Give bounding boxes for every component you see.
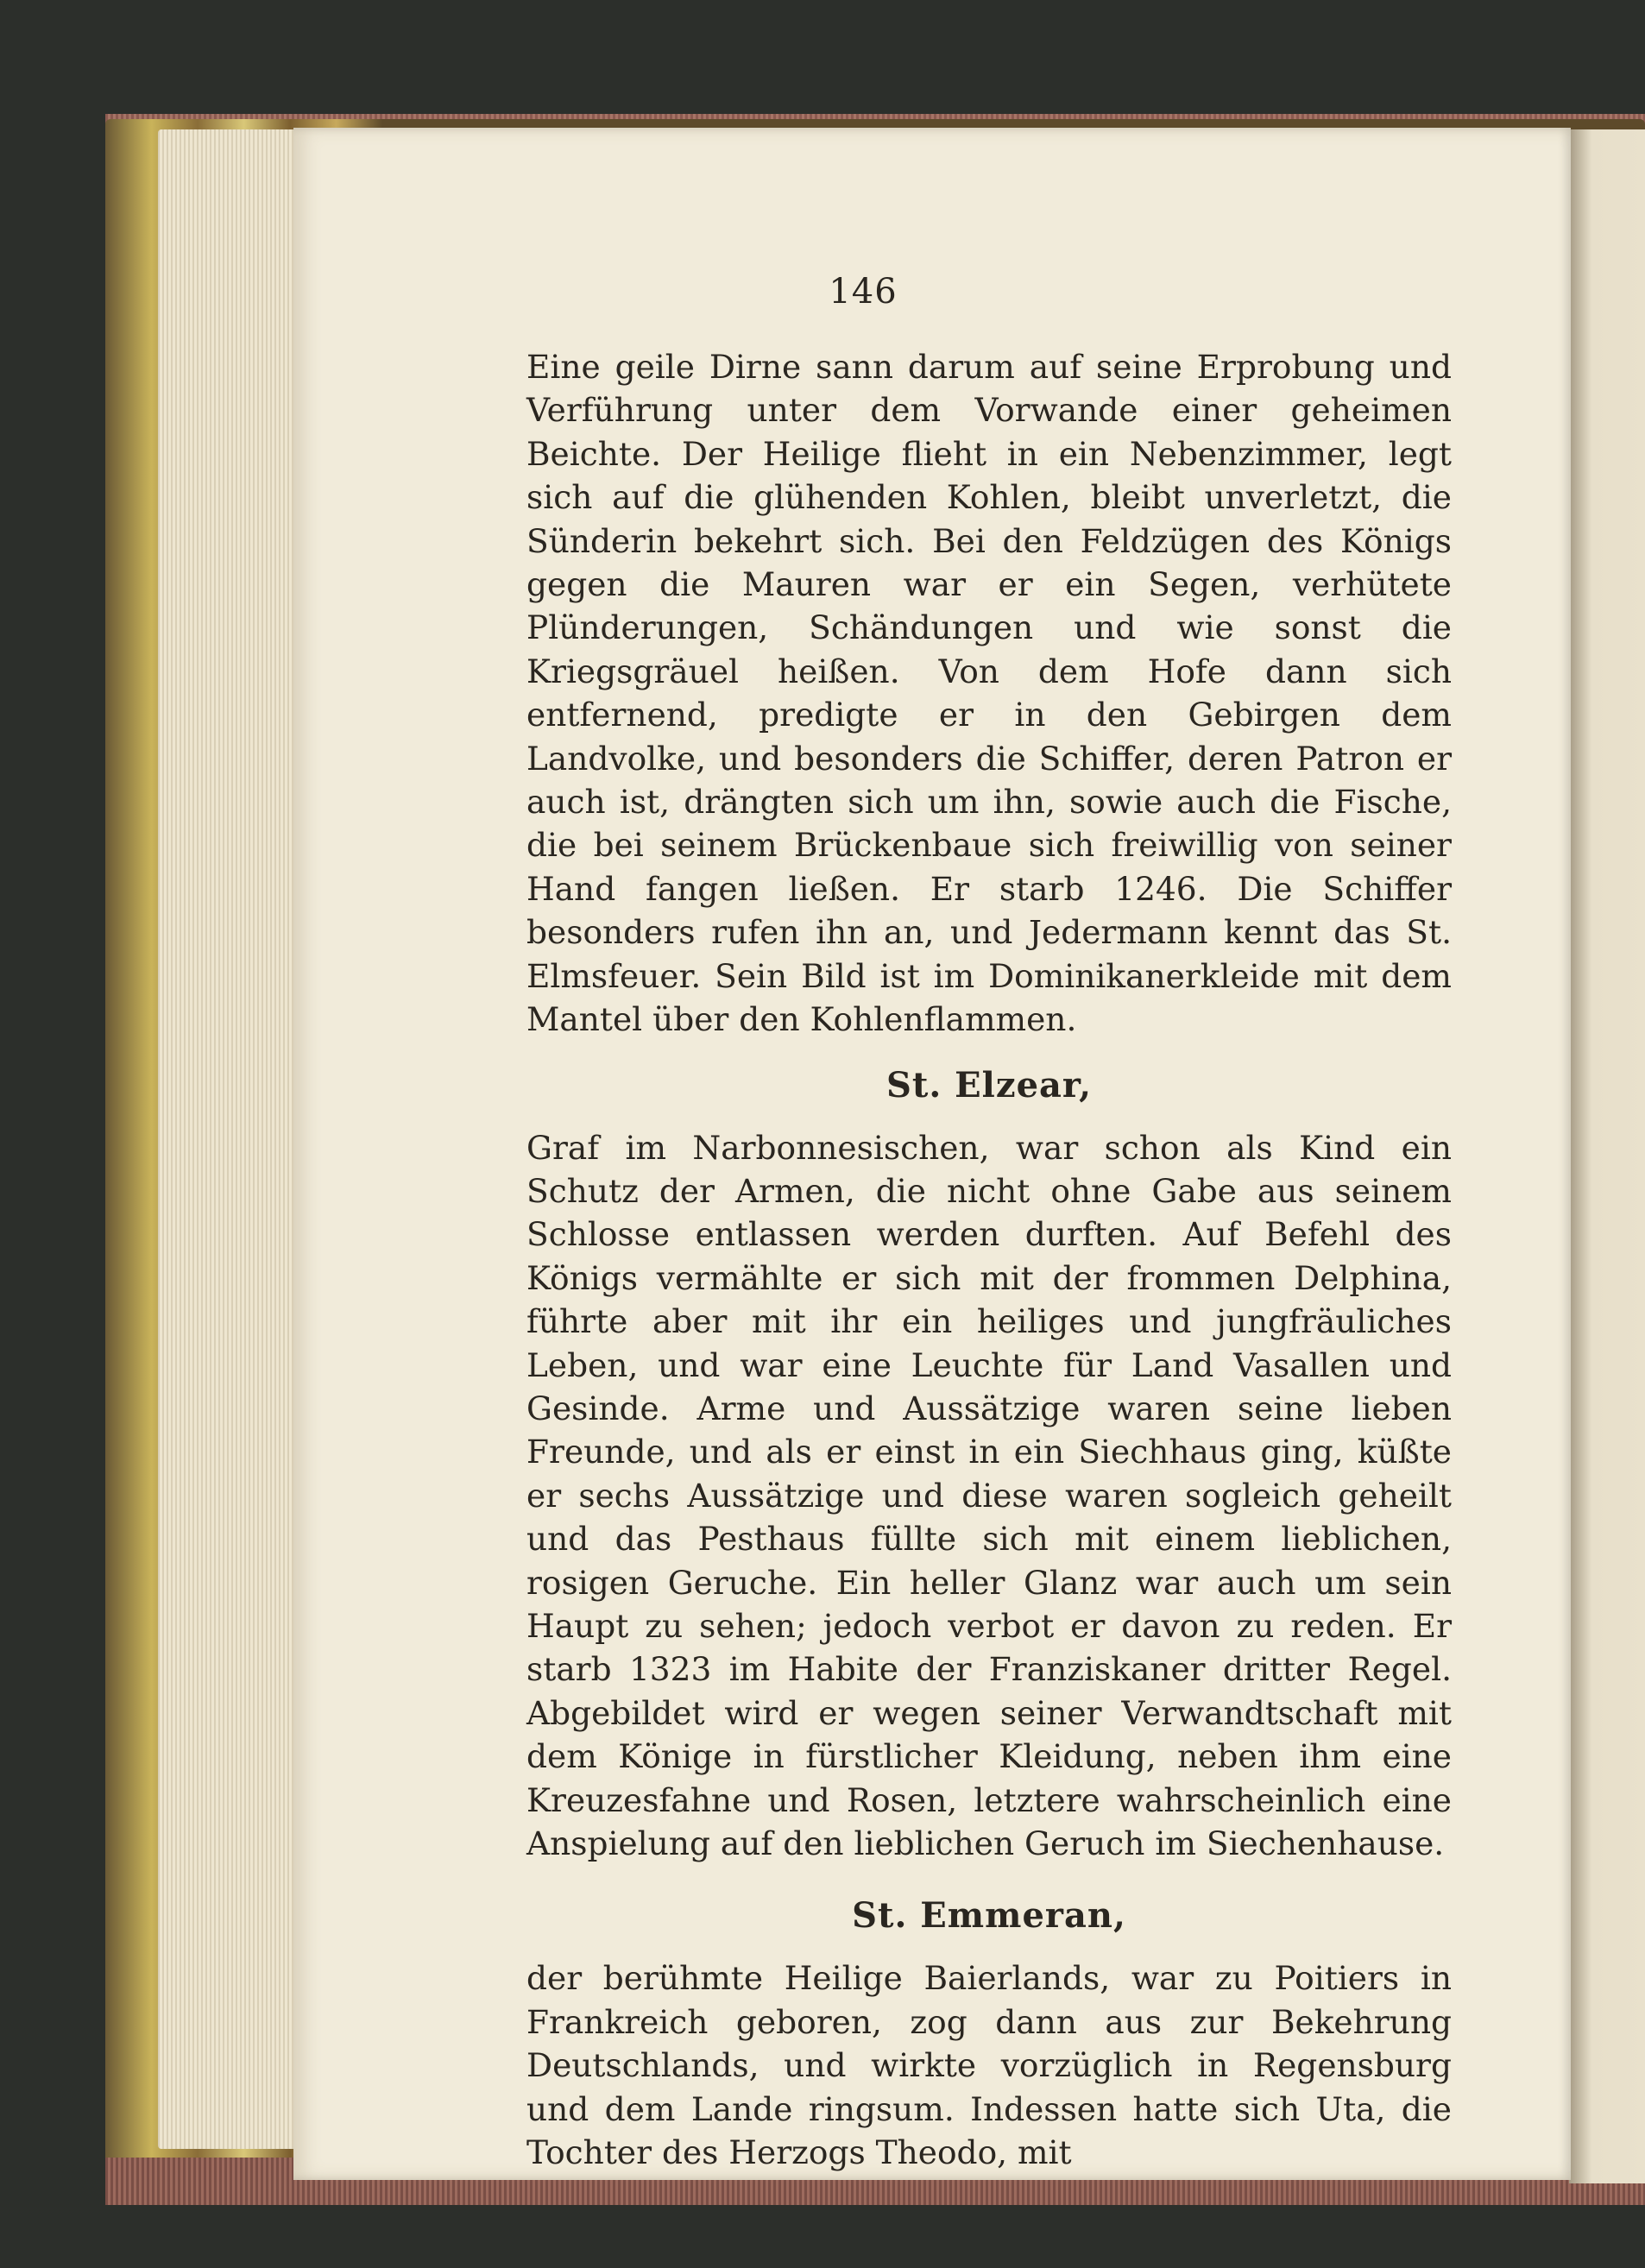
heading-st-elzear: St. Elzear, — [886, 1064, 1093, 1106]
page-number: 146 — [829, 272, 898, 312]
paragraph-st-emmeran: der berühmte Heilige Baierlands, war zu Poitiers in Frankreich geboren, zog dann aus zur Bekehrung Deutschlands, und wirkte vorzüglich in Regensburg und dem Lande ringsum. Indessen hatte sich Uta, die Tochter des Herzogs Theodo, mit — [526, 1959, 1452, 2172]
paragraph-st-elzear: Graf im Narbonnesischen, war schon als Kind ein Schutz der Armen, die nicht ohne Gabe aus seinem Schlosse entlassen werden durften. Auf Befehl des Königs vermählte er sich mit der frommen Delphina, führte aber mit ihr ein heiliges und jungfräuliches Leben, und war eine Leuchte für Land Vasallen und Gesinde. Arme und Aussätzige waren seine lieben Freunde, und als er einst in ein Siechhaus ging, küßte er sechs Aussätzige und diese waren sogleich geheilt und das Pesthaus füllte sich mit einem lieblichen, rosigen Geruche. Ein heller Glanz war auch um sein Haupt zu sehen; jedoch verbot er davon zu reden. Er starb 1323 im Habite der Franziskaner dritter Regel. Abgebildet wird er wegen seiner Verwandtschaft mit dem Könige in fürstlicher Kleidung, neben ihm eine Kreuzesfahne und Rosen, letztere wahrscheinlich eine Anspielung auf den lieblichen Geruch im Siechenhause. — [526, 1128, 1452, 1862]
facing-page-edge — [1569, 129, 1645, 2183]
paragraph-st-elmo-end: Eine geile Dirne sann darum auf seine Erprobung und Verführung unter dem Vorwande einer geheimen Beichte. Der Heilige flieht in ein Nebenzimmer, legt sich auf die glühenden Kohlen, bleibt unverletzt, die Sünderin bekehrt sich. Bei den Feldzügen des Königs gegen die Mauren war er ein Segen, verhütete Plünderungen, Schändungen und wie sonst die Kriegsgräuel heißen. Von dem Hofe dann sich entfernend, predigte er in den Gebirgen dem Landvolke, und besonders die Schiffer, deren Patron er auch ist, drängten sich um ihn, sowie auch die Fische, die bei seinem Brückenbaue sich freiwillig von seiner Hand fangen ließen. Er starb 1246. Die Schiffer besonders rufen ihn an, und Jedermann kennt das St. Elmsfeuer. Sein Bild ist im Dominikanerkleide mit dem Mantel über den Kohlenflammen. — [526, 348, 1452, 1039]
heading-st-emmeran: St. Emmeran, — [852, 1895, 1126, 1937]
page-text — [526, 345, 1452, 2174]
